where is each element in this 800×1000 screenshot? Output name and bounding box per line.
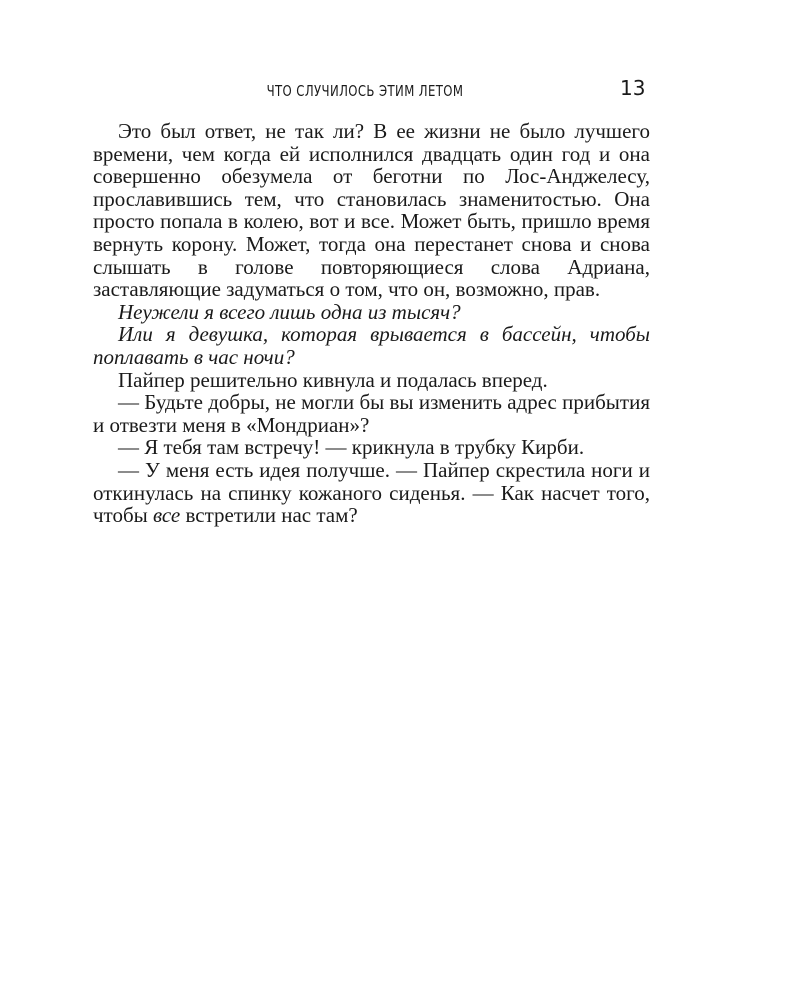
paragraph: Пайпер решительно кивнула и подалась вперед.: [118, 367, 548, 392]
paragraph: Это был ответ, не так ли? В ее жизни не было лучшего времени, чем когда ей исполнился двадцать один год и она совершенно обезумела от беготни по Лос-Анджелесу, прославившись тем, что становилась знаменитостью. Она просто попала в колею, вот и все. Может быть, пришло время вернуть корону. Может, тогда она перестанет снова и снова слышать в голове повторяющиеся слова Адриана, заставляющие задуматься о том, что он, возможно, прав.: [93, 119, 650, 302]
page-number: 13: [620, 76, 646, 100]
running-title: ЧТО СЛУЧИЛОСЬ ЭТИМ ЛЕТОМ: [266, 82, 464, 100]
dialogue-text: — У меня есть идея получше. — Пайпер скрестила ноги и откинулась на спинку кожаного сиденья. — Как насчет того, чтобы: [93, 457, 650, 528]
italic-thought: Неужели я всего лишь одна из тысяч?: [118, 299, 461, 324]
body-text: [93, 120, 650, 527]
emphasized-word: все: [153, 503, 181, 528]
italic-thought: Или я девушка, которая врывается в бассейн, чтобы поплавать в час ночи?: [93, 322, 650, 369]
dialogue-text: встретили нас там?: [180, 503, 358, 528]
dialogue-line: [93, 459, 650, 527]
dialogue-line: — Я тебя там встречу! — крикнула в трубку Кирби.: [118, 435, 585, 460]
dialogue-line: — Будьте добры, не могли бы вы изменить адрес прибытия и отвезти меня в «Мондриан»?: [93, 390, 650, 437]
